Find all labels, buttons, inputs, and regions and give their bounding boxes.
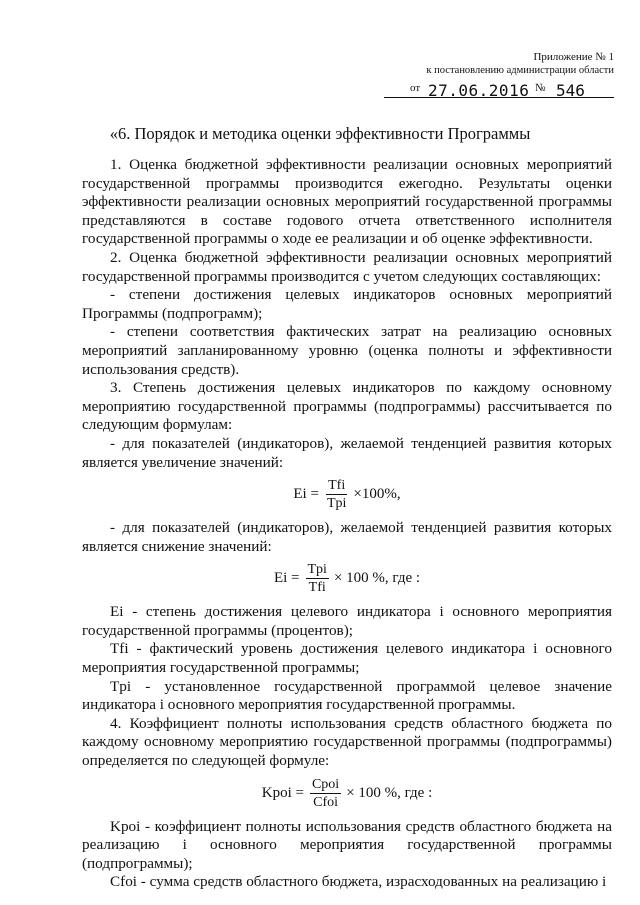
decree-date: 27.06.2016 [428, 81, 530, 100]
definition-tfi: Tfi - фактический уровень достижения целевого индикатора i основного мероприятия государственной программы; [82, 640, 612, 677]
formula-decrease [82, 561, 612, 596]
paragraph-2-item-b: - степени соответствия фактических затрат на реализацию основных мероприятий запланированному уровню (оценка полноты и эффективности использования средств). [82, 323, 612, 378]
paragraph-3: 3. Степень достижения целевых индикаторов по каждому основному мероприятию государственной программы (подпрограммы) рассчитывается по следующим формулам: [82, 379, 612, 434]
paragraph-2-item-a: - степени достижения целевых индикаторов основных мероприятий Программы (подпрограмм); [82, 286, 612, 322]
appendix-reference: к постановлению администрации области [426, 65, 614, 76]
fraction-denominator: Cfoi [313, 794, 339, 810]
fraction-numerator: Tfi [328, 478, 346, 494]
document-body [82, 156, 612, 892]
decree-number: 546 [556, 81, 585, 100]
formula-lhs: Ei = [293, 486, 319, 503]
paragraph-4: 4. Коэффициент полноты использования средств областного бюджета по каждому основному мероприятию государственной программы (подпрограммы) определяется по следующей формуле: [82, 714, 612, 770]
appendix-header [426, 50, 614, 78]
formula-rhs: ×100%, [353, 486, 401, 503]
formula-lhs: Kpoi = [261, 784, 304, 801]
fraction-numerator: Cpoi [311, 776, 340, 792]
formula-kpoi [82, 776, 612, 811]
section-title: «6. Порядок и методика оценки эффективности Программы [109, 124, 531, 143]
fraction-denominator: Tfi [308, 580, 326, 596]
definition-kpoi: Kpoi - коэффициент полноты использования средств областного бюджета на реализацию i основного мероприятия государственной программы (подпрограммы); [82, 817, 612, 872]
fraction [306, 561, 329, 596]
number-prefix: № [535, 82, 546, 94]
paragraph-1: 1. Оценка бюджетной эффективности реализации основных мероприятий государственной программы производится ежегодно. Результаты оценки эффективности реализации основных мероприятий государственной программы представляются в составе годового отчета ответственного исполнителя государственной программы о ходе ее реализации и об оценке эффективности. [82, 156, 612, 248]
fraction [325, 477, 348, 512]
paragraph-2: 2. Оценка бюджетной эффективности реализации основных мероприятий государственной программы производится с учетом следующих составляющих: [82, 248, 612, 285]
paragraph-3-item-a: - для показателей (индикаторов), желаемой тенденцией развития которых является увеличение значений: [82, 434, 612, 471]
fraction-denominator: Tpi [326, 496, 347, 512]
formula-lhs: Ei = [273, 570, 300, 587]
formula-rhs: × 100 %, где : [333, 570, 421, 587]
decree-date-line [384, 80, 614, 98]
formula-increase [82, 477, 612, 512]
definition-tpi: Tpi - установленное государственной программой целевое значение индикатора i основного мероприятия государственной программы. [82, 677, 612, 714]
fraction-numerator: Tpi [307, 562, 327, 578]
appendix-title: Приложение № 1 [533, 51, 614, 63]
definition-cfoi: Cfoi - сумма средств областного бюджета, израсходованных на реализацию i [110, 873, 607, 891]
definition-ei: Ei - степень достижения целевого индикатора i основного мероприятия государственной программы (процентов); [82, 603, 612, 639]
date-prefix: от [410, 82, 421, 94]
fraction [310, 776, 341, 811]
formula-rhs: × 100 %, где : [346, 784, 433, 801]
paragraph-3-item-b: - для показателей (индикаторов), желаемой тенденцией развития которых является снижение значений: [82, 519, 612, 555]
